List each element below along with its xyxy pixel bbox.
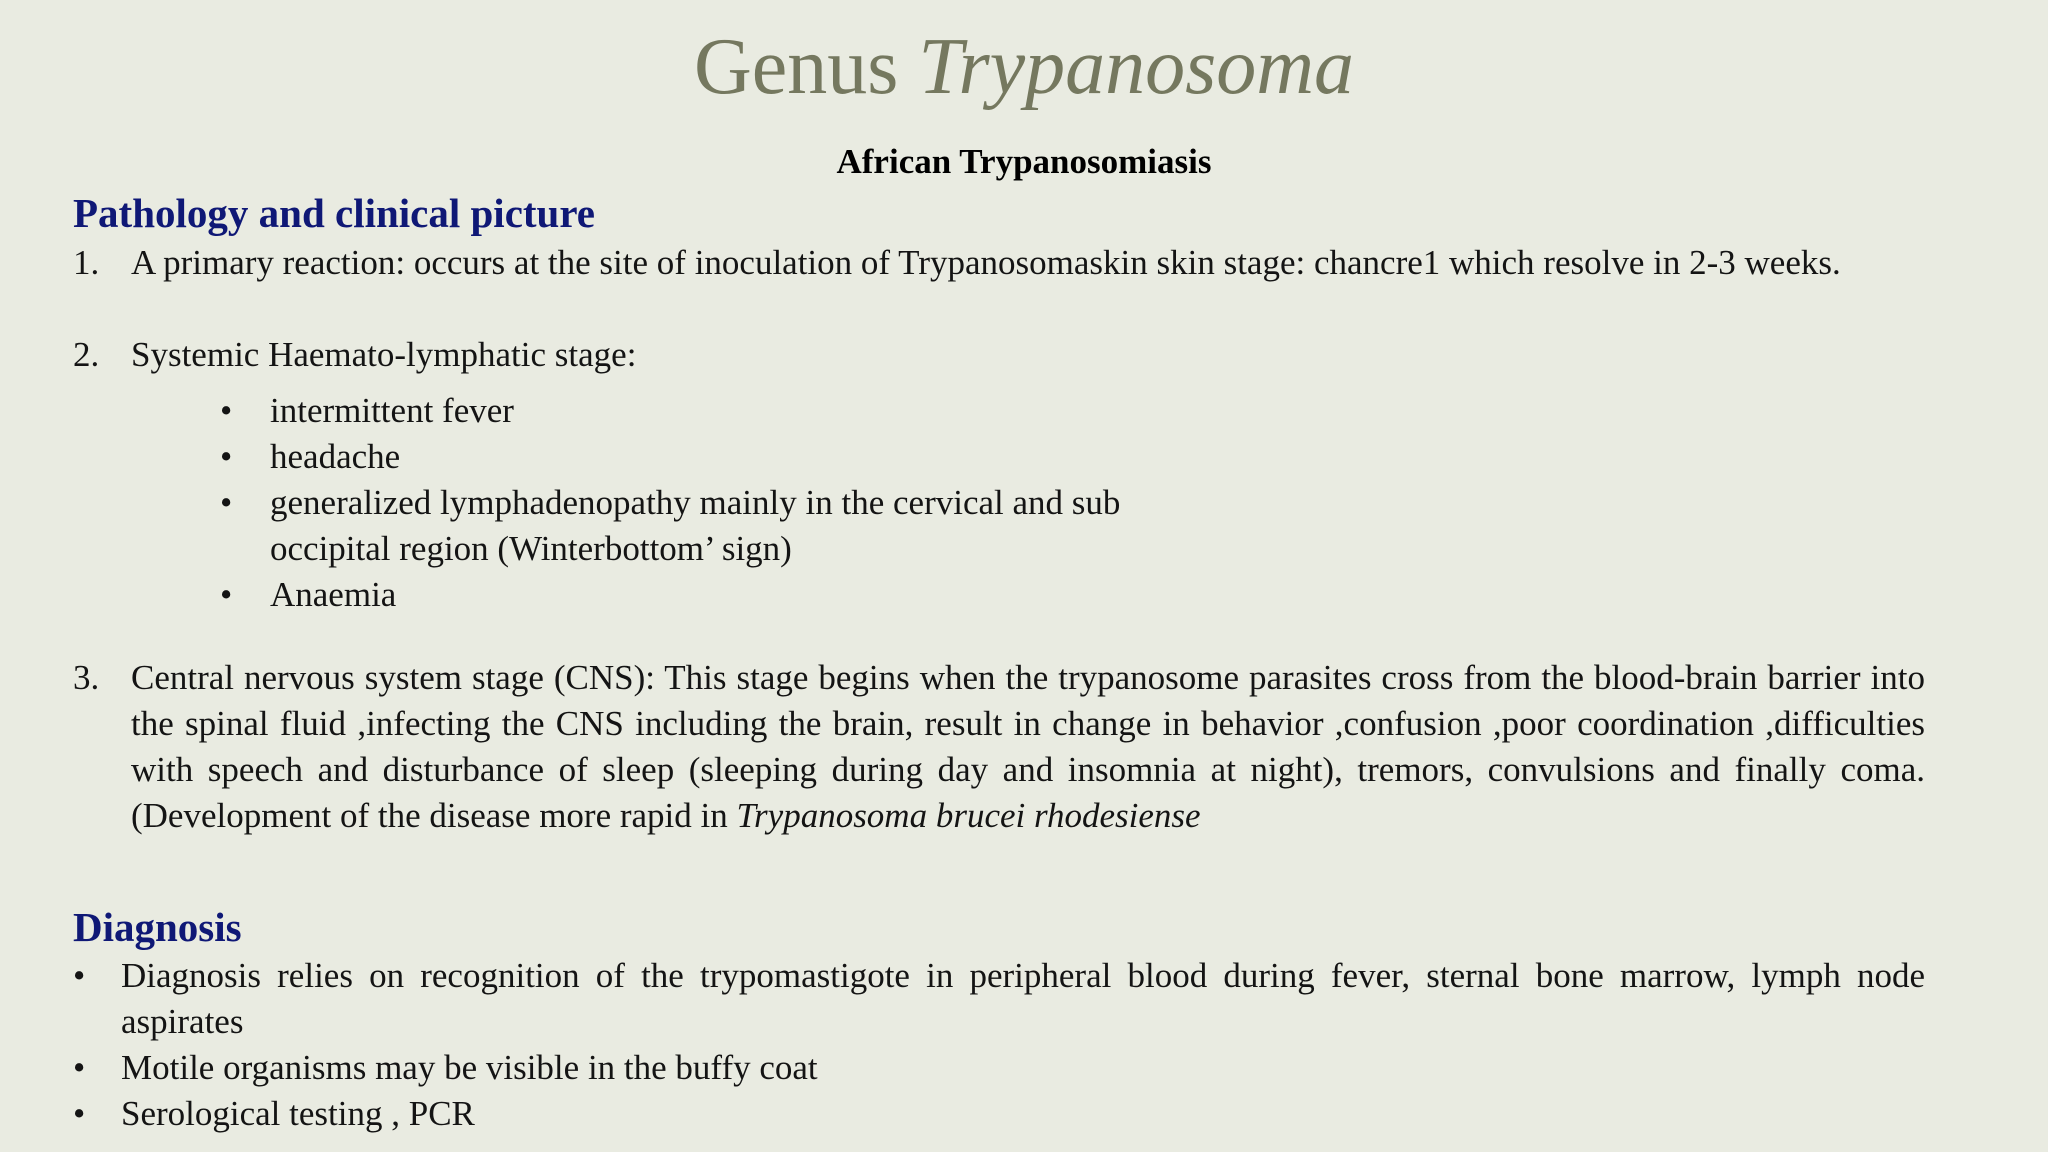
list-item bbox=[220, 572, 1220, 618]
pathology-heading: Pathology and clinical picture bbox=[73, 190, 596, 236]
item-text: Systemic Haemato-lymphatic stage: bbox=[131, 335, 637, 374]
item-number: 1. bbox=[73, 243, 100, 282]
bullet-text: Motile organisms may be visible in the buffy coat bbox=[121, 1048, 818, 1087]
item-text-main: Central nervous system stage (CNS): This stage begins when the trypanosome parasites cross from the blood-brain barrier into the spinal fluid ,infecting the CNS including the brain, result in change in behavior ,confusion ,poor coordination ,difficulties with speech and disturbance of sleep (sleeping during day and insomnia at night), tremors, convulsions and finally coma. (Development of the disease more rapid in bbox=[131, 658, 1925, 835]
bullet-text: Diagnosis relies on recognition of the trypomastigote in peripheral blood during fever, sternal bone marrow, lymph node aspirates bbox=[121, 956, 1925, 1041]
bullet-glyph: • bbox=[73, 1094, 86, 1133]
list-item bbox=[73, 1045, 1925, 1091]
bullet-text: intermittent fever bbox=[270, 391, 514, 430]
bullet-text: generalized lymphadenopathy mainly in the cervical and sub occipital region (Winterbottom’ sign) bbox=[270, 483, 1121, 568]
bullet-glyph: • bbox=[73, 1048, 86, 1087]
item-text: A primary reaction: occurs at the site of inoculation of Trypanosomaskin skin stage: chancre1 which resolve in 2-3 weeks. bbox=[131, 243, 1841, 282]
list-item bbox=[220, 388, 1220, 434]
item-number: 2. bbox=[73, 335, 100, 374]
bullet-glyph: • bbox=[220, 575, 233, 614]
bullet-glyph: • bbox=[73, 956, 86, 995]
title-plain: Genus bbox=[693, 23, 899, 111]
bullet-text: Anaemia bbox=[270, 575, 397, 614]
diagnosis-list bbox=[73, 953, 1925, 1137]
species-name: Trypanosoma brucei rhodesiense bbox=[736, 796, 1201, 835]
item-text bbox=[131, 655, 1925, 839]
list-item bbox=[220, 434, 1220, 480]
bullet-glyph: • bbox=[220, 483, 233, 522]
bullet-glyph: • bbox=[220, 437, 233, 476]
list-item bbox=[220, 480, 1220, 572]
list-item bbox=[73, 953, 1925, 1045]
pathology-item-3 bbox=[73, 655, 1925, 839]
item-number: 3. bbox=[73, 658, 100, 697]
haemato-lymphatic-symptoms bbox=[220, 388, 1220, 618]
pathology-item-2 bbox=[73, 332, 1925, 378]
diagnosis-heading: Diagnosis bbox=[73, 904, 242, 950]
slide-subtitle: African Trypanosomiasis bbox=[836, 142, 1212, 181]
list-item bbox=[73, 1091, 1925, 1137]
bullet-text: Serological testing , PCR bbox=[121, 1094, 475, 1133]
bullet-glyph: • bbox=[220, 391, 233, 430]
bullet-text: headache bbox=[270, 437, 401, 476]
slide-title bbox=[0, 22, 2048, 112]
title-italic: Trypanosoma bbox=[918, 23, 1355, 111]
pathology-item-1 bbox=[73, 240, 1925, 286]
